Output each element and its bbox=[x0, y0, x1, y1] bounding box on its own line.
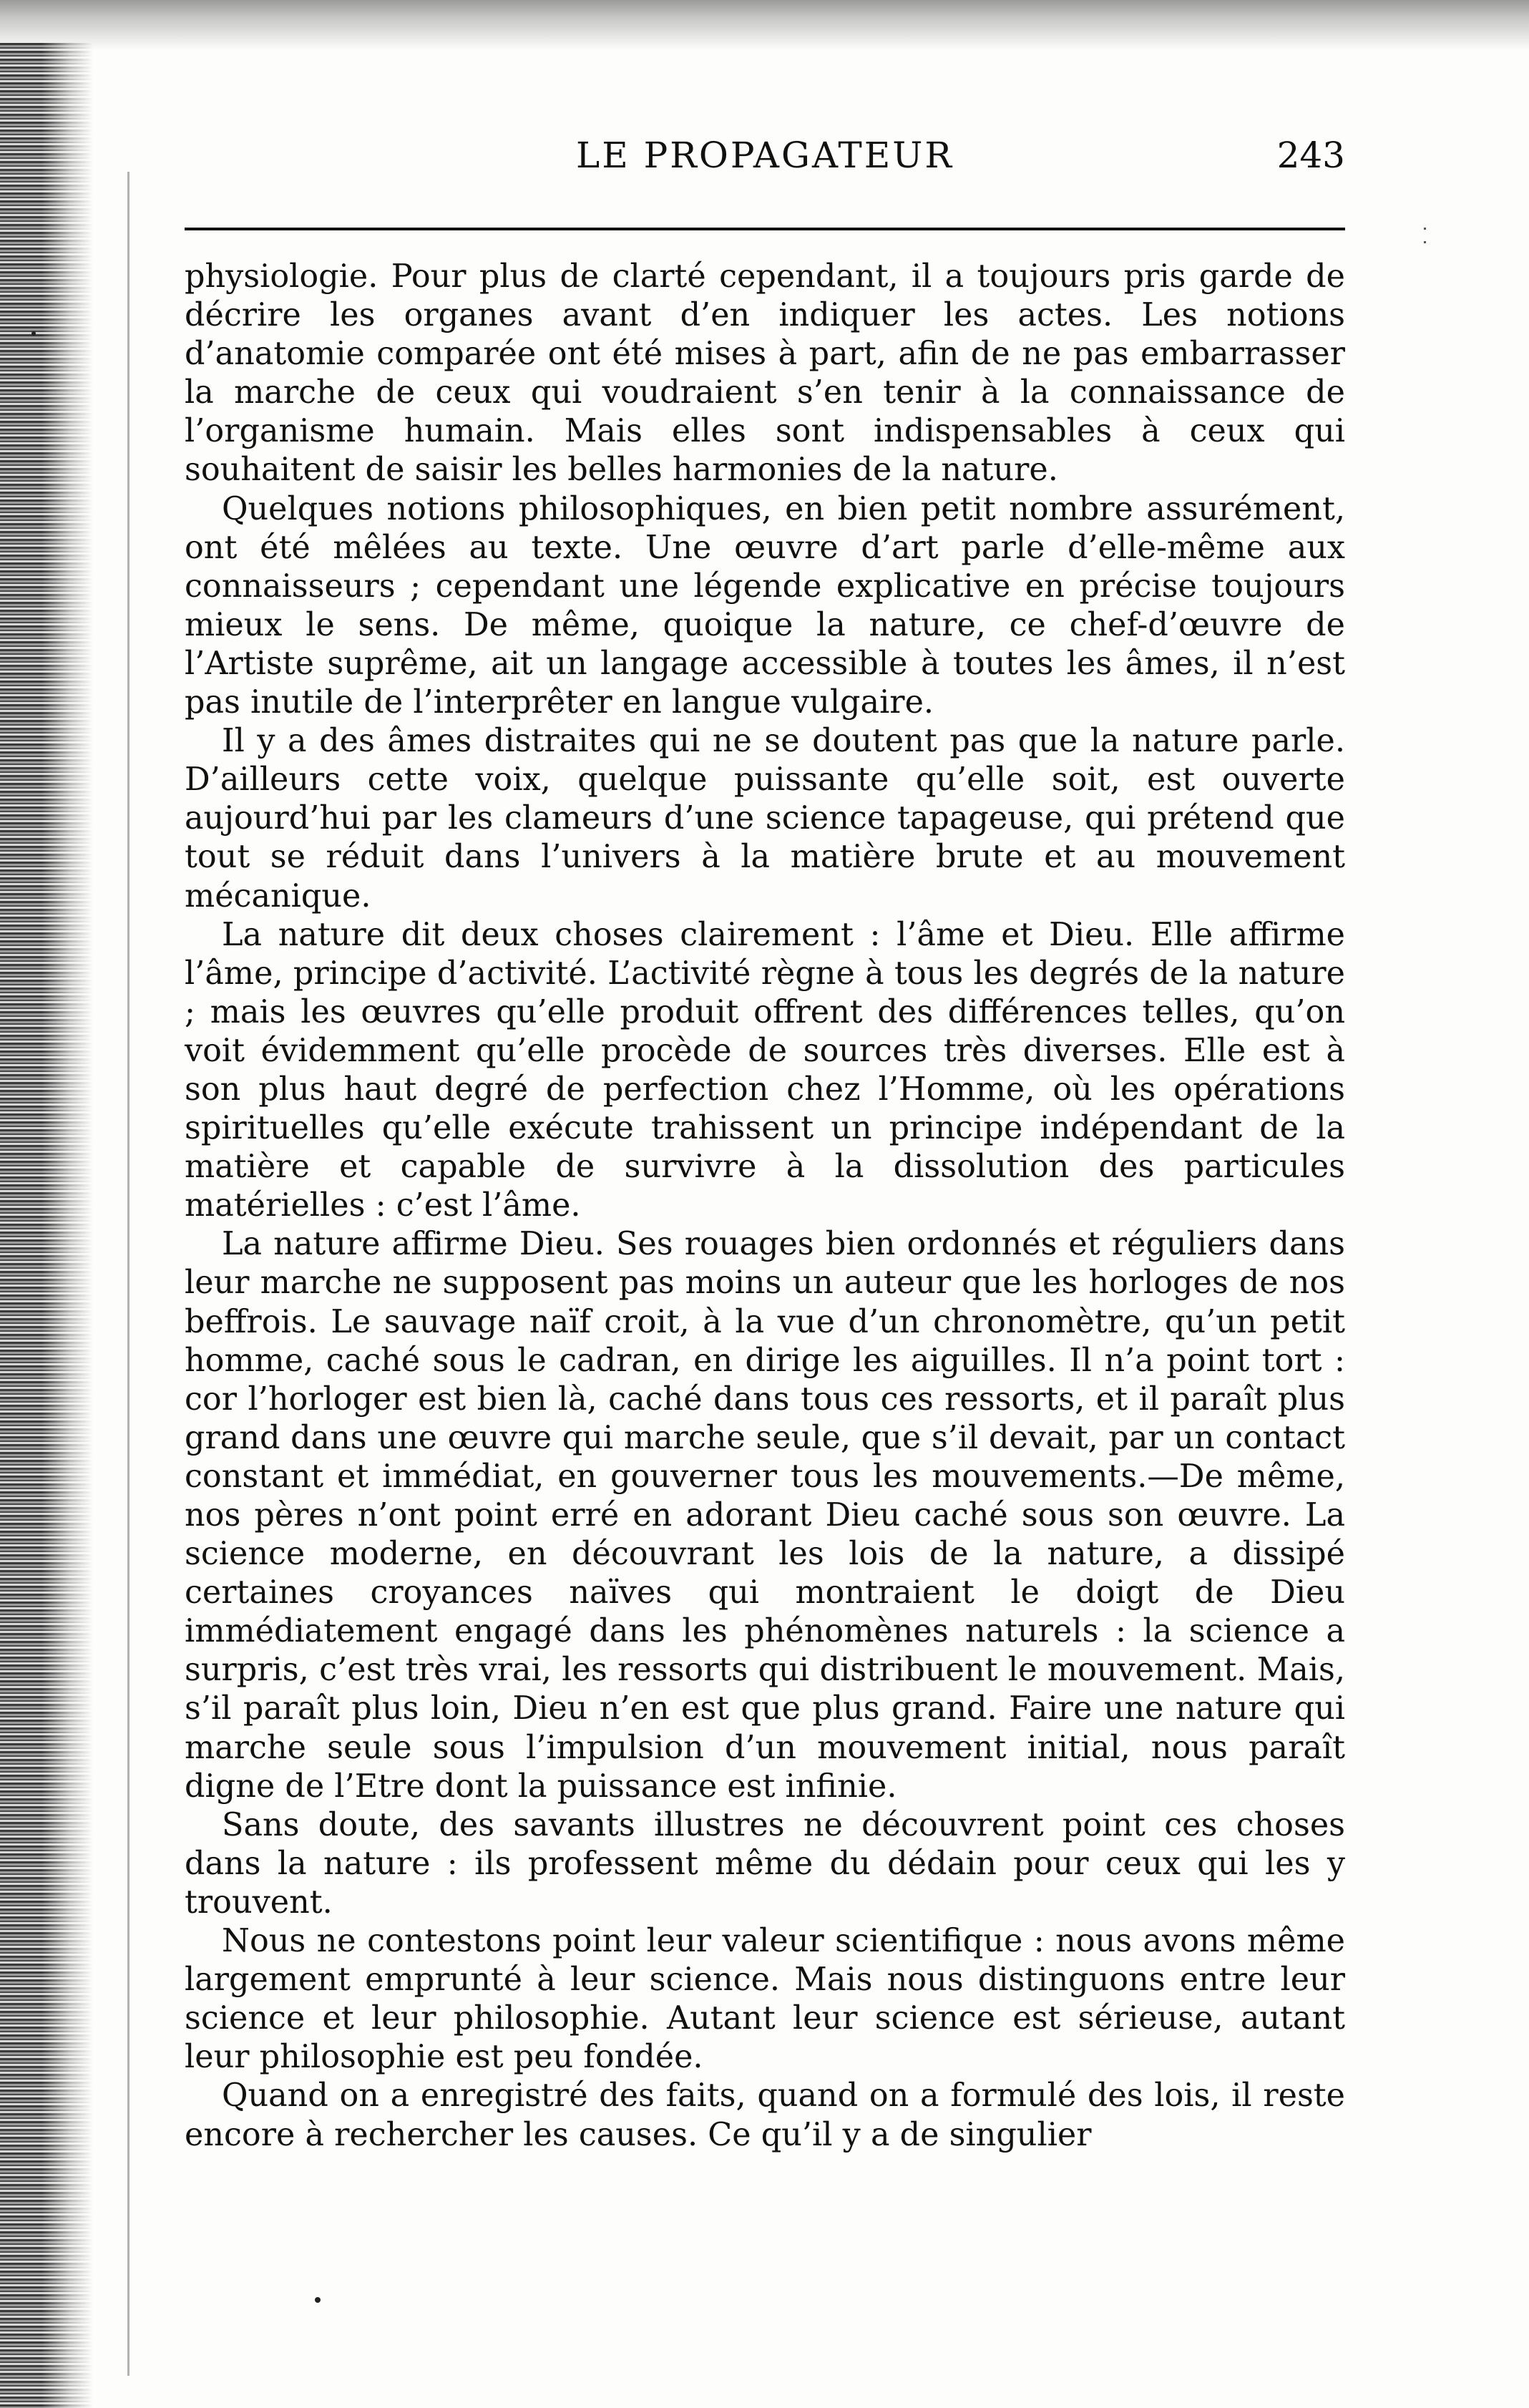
paragraph: La nature affirme Dieu. Ses rouages bien ordonnés et réguliers dans leur marche ne supposent pas moins un auteur que les horloges de nos beffrois. Le sauvage naïf croit, à la vue d’un chronomètre, qu’un petit homme, caché sous le cadran, en dirige les aiguilles. Il n’a point tort : cor l’horloger est bien là, caché dans tous ces ressorts, et il paraît plus grand dans une œuvre qui marche seule, que s’il devait, par un contact constant et immédiat, en gouverner tous les mouvements.—De même, nos pères n’ont point erré en adorant Dieu caché sous son œuvre. La science moderne, en découvrant les lois de la nature, a dissipé certaines croyances naïves qui montraient le doigt de Dieu immédiatement engagé dans les phénomènes naturels : la science a surpris, c’est très vrai, les ressorts qui distribuent le mouvement. Mais, s’il paraît plus loin, Dieu n’en est que plus grand. Faire une nature qui marche seule sous l’impulsion d’un mouvement initial, nous paraît digne de l’Etre dont la puissance est infinie. bbox=[185, 1226, 1345, 1805]
paragraph: La nature dit deux choses clairement : l’âme et Dieu. Elle affirme l’âme, principe d’activité. L’activité règne à tous les degrés de la nature ; mais les œuvres qu’elle produit offrent des différences telles, qu’on voit évidemment qu’elle procède de sources très diverses. Elle est à son plus haut degré de perfection chez l’Homme, où les opérations spirituelles qu’elle exécute trahissent un principe indépendant de la matière et capable de survivre à la dissolution des particules matérielles : c’est l’âme. bbox=[185, 916, 1345, 1224]
stray-mark bbox=[31, 331, 36, 336]
paragraph: Quelques notions philosophiques, en bien petit nombre assurément, ont été mêlées au texte. Une œuvre d’art parle d’elle-même aux connaisseurs ; cependant une légende explicative en précise toujours mieux le sens. De même, quoique la nature, ce chef-d’œuvre de l’Artiste suprême, ait un langage accessible à toutes les âmes, il n’est pas inutile de l’interprêter en langue vulgaire. bbox=[185, 490, 1345, 721]
body-text bbox=[185, 258, 1345, 2155]
scan-edge-left bbox=[0, 43, 93, 2408]
running-title: LE PROPAGATEUR bbox=[576, 135, 954, 176]
paragraph: Il y a des âmes distraites qui ne se doutent pas que la nature parle. D’ailleurs cette voix, quelque puissante qu’elle soit, est ouverte aujourd’hui par les clameurs d’une science tapageuse, qui prétend que tout se réduit dans l’univers à la matière brute et au mouvement mécanique. bbox=[185, 723, 1345, 915]
running-head bbox=[185, 135, 1345, 185]
page-number: 243 bbox=[1276, 135, 1345, 176]
stray-mark bbox=[1424, 228, 1426, 243]
stray-mark bbox=[315, 2297, 321, 2303]
paragraph: Sans doute, des savants illustres ne découvrent point ces choses dans la nature : ils professent même du dédain pour ceux qui les y trouvent. bbox=[185, 1806, 1345, 1921]
paragraph: Nous ne contestons point leur valeur scientifique : nous avons même largement emprunté à leur science. Mais nous distinguons entre leur science et leur philosophie. Autant leur science est sérieuse, autant leur philosophie est peu fondée. bbox=[185, 1923, 1345, 2076]
page-fold-line bbox=[127, 172, 130, 2376]
paragraph: physiologie. Pour plus de clarté cependant, il a toujours pris garde de décrire les organes avant d’en indiquer les actes. Les notions d’anatomie comparée ont été mises à part, afin de ne pas embarrasser la marche de ceux qui voudraient s’en tenir à la connaissance de l’organisme humain. Mais elles sont indispensables à ceux qui souhaitent de saisir les belles harmonies de la nature. bbox=[185, 258, 1345, 489]
paragraph: Quand on a enregistré des faits, quand on a formulé des lois, il reste encore à rechercher les causes. Ce qu’il y a de singulier bbox=[185, 2077, 1345, 2153]
scan-edge-top bbox=[0, 0, 1529, 50]
header-rule bbox=[185, 228, 1345, 230]
